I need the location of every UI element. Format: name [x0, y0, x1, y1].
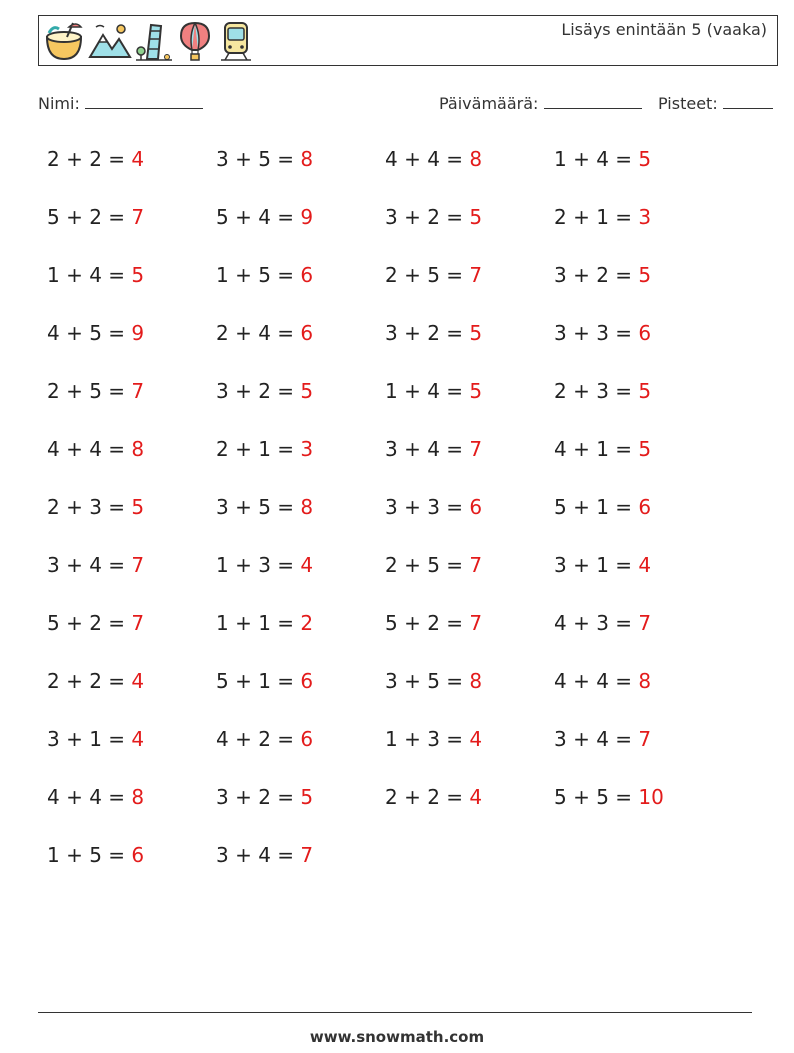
problem-answer: 9: [131, 321, 145, 345]
name-blank[interactable]: [85, 94, 203, 109]
problem-question: 3 + 2 =: [385, 205, 464, 229]
problem-answer: 7: [469, 263, 483, 287]
problem-item: [554, 321, 704, 345]
problem-answer: 6: [300, 321, 314, 345]
problem-question: 3 + 4 =: [385, 437, 464, 461]
problem-question: 3 + 4 =: [47, 553, 126, 577]
problem-item: [216, 843, 366, 867]
footer-url: www.snowmath.com: [309, 1028, 485, 1046]
problem-question: 1 + 3 =: [385, 727, 464, 751]
problem-answer: 3: [300, 437, 314, 461]
problem-item: [554, 553, 704, 577]
problem-answer: 5: [469, 321, 483, 345]
name-field[interactable]: [38, 94, 203, 113]
problem-item: [554, 437, 704, 461]
problem-answer: 7: [131, 611, 145, 635]
problem-answer: 8: [131, 785, 145, 809]
problem-answer: 5: [131, 263, 145, 287]
problem-answer: 5: [469, 205, 483, 229]
problem-answer: 5: [469, 379, 483, 403]
problem-answer: 8: [469, 147, 483, 171]
score-blank[interactable]: [723, 94, 773, 109]
problem-item: [385, 669, 535, 693]
problem-answer: 3: [638, 205, 652, 229]
problem-item: [47, 785, 197, 809]
problem-question: 2 + 1 =: [554, 205, 633, 229]
problem-answer: 9: [300, 205, 314, 229]
coconut-drink-icon: [43, 19, 85, 63]
problem-answer: 7: [469, 553, 483, 577]
problem-question: 3 + 2 =: [216, 785, 295, 809]
tram-icon: [217, 19, 255, 63]
header-icons: [43, 19, 255, 65]
problem-question: 3 + 1 =: [47, 727, 126, 751]
problem-answer: 2: [300, 611, 314, 635]
problem-item: [47, 669, 197, 693]
problem-item: [554, 379, 704, 403]
problem-answer: 6: [300, 669, 314, 693]
problem-question: 4 + 4 =: [385, 147, 464, 171]
problem-question: 2 + 2 =: [47, 147, 126, 171]
problem-question: 3 + 5 =: [385, 669, 464, 693]
problem-question: 5 + 1 =: [216, 669, 295, 693]
problem-answer: 5: [638, 379, 652, 403]
problem-answer: 7: [638, 611, 652, 635]
problem-item: [216, 553, 366, 577]
problem-question: 3 + 3 =: [554, 321, 633, 345]
problem-item: [554, 669, 704, 693]
problem-answer: 5: [638, 263, 652, 287]
problem-question: 3 + 1 =: [554, 553, 633, 577]
problem-item: [216, 611, 366, 635]
problem-item: [554, 611, 704, 635]
problem-question: 2 + 2 =: [385, 785, 464, 809]
problem-item: [385, 785, 535, 809]
date-label: Päivämäärä:: [439, 94, 539, 113]
date-field[interactable]: [439, 94, 642, 113]
problem-question: 5 + 4 =: [216, 205, 295, 229]
problem-question: 2 + 5 =: [385, 553, 464, 577]
problem-question: 1 + 4 =: [554, 147, 633, 171]
mountains-icon: [88, 19, 132, 63]
problem-item: [385, 495, 535, 519]
problem-question: 2 + 4 =: [216, 321, 295, 345]
problem-question: 5 + 1 =: [554, 495, 633, 519]
problem-question: 1 + 1 =: [216, 611, 295, 635]
problem-answer: 4: [131, 727, 145, 751]
problem-item: [554, 727, 704, 751]
problem-question: 4 + 5 =: [47, 321, 126, 345]
problem-item: [216, 669, 366, 693]
problem-question: 2 + 3 =: [47, 495, 126, 519]
date-blank[interactable]: [544, 94, 642, 109]
problem-item: [216, 263, 366, 287]
problem-question: 2 + 1 =: [216, 437, 295, 461]
problem-question: 3 + 5 =: [216, 147, 295, 171]
problem-item: [47, 205, 197, 229]
problem-answer: 5: [638, 147, 652, 171]
problem-question: 3 + 5 =: [216, 495, 295, 519]
problem-answer: 6: [638, 321, 652, 345]
problem-item: [216, 205, 366, 229]
problem-item: [216, 379, 366, 403]
problem-answer: 4: [300, 553, 314, 577]
problem-answer: 6: [638, 495, 652, 519]
problem-answer: 5: [300, 785, 314, 809]
problem-item: [216, 437, 366, 461]
problem-item: [554, 785, 704, 809]
score-field[interactable]: [658, 94, 773, 113]
problem-item: [216, 727, 366, 751]
problem-question: 4 + 3 =: [554, 611, 633, 635]
problem-answer: 7: [131, 553, 145, 577]
problem-item: [47, 263, 197, 287]
problem-question: 1 + 3 =: [216, 553, 295, 577]
problem-question: 2 + 3 =: [554, 379, 633, 403]
problem-item: [47, 727, 197, 751]
problem-answer: 4: [469, 785, 483, 809]
problem-answer: 6: [469, 495, 483, 519]
problem-item: [554, 147, 704, 171]
problem-answer: 4: [469, 727, 483, 751]
problem-answer: 8: [300, 147, 314, 171]
problem-answer: 7: [300, 843, 314, 867]
problem-question: 4 + 4 =: [47, 785, 126, 809]
problem-item: [47, 843, 197, 867]
problem-item: [385, 727, 535, 751]
problem-answer: 6: [300, 263, 314, 287]
problem-answer: 8: [469, 669, 483, 693]
problem-item: [47, 321, 197, 345]
problem-answer: 4: [638, 553, 652, 577]
score-label: Pisteet:: [658, 94, 718, 113]
problem-item: [385, 263, 535, 287]
worksheet-header: [38, 15, 778, 66]
problem-question: 1 + 5 =: [47, 843, 126, 867]
problem-item: [216, 785, 366, 809]
problem-question: 5 + 2 =: [47, 611, 126, 635]
problem-item: [385, 437, 535, 461]
problem-question: 2 + 5 =: [47, 379, 126, 403]
footer-divider: [38, 1012, 752, 1013]
problem-answer: 7: [469, 437, 483, 461]
problem-item: [216, 147, 366, 171]
problem-item: [47, 495, 197, 519]
problem-item: [216, 495, 366, 519]
problem-item: [554, 495, 704, 519]
problem-answer: 7: [131, 205, 145, 229]
problem-item: [47, 611, 197, 635]
problem-answer: 5: [131, 495, 145, 519]
problem-answer: 7: [638, 727, 652, 751]
problem-question: 3 + 4 =: [216, 843, 295, 867]
problem-item: [385, 379, 535, 403]
problem-question: 1 + 5 =: [216, 263, 295, 287]
problem-question: 4 + 4 =: [554, 669, 633, 693]
problem-answer: 4: [131, 147, 145, 171]
problem-item: [554, 205, 704, 229]
problem-item: [216, 321, 366, 345]
problem-question: 3 + 2 =: [216, 379, 295, 403]
problem-item: [47, 379, 197, 403]
problem-answer: 5: [300, 379, 314, 403]
problem-question: 1 + 4 =: [47, 263, 126, 287]
problem-question: 3 + 3 =: [385, 495, 464, 519]
problem-question: 2 + 5 =: [385, 263, 464, 287]
problem-question: 5 + 2 =: [385, 611, 464, 635]
problem-answer: 8: [300, 495, 314, 519]
problem-item: [385, 205, 535, 229]
problem-question: 3 + 2 =: [385, 321, 464, 345]
problem-item: [385, 147, 535, 171]
problem-question: 5 + 2 =: [47, 205, 126, 229]
problem-answer: 7: [131, 379, 145, 403]
name-label: Nimi:: [38, 94, 80, 113]
problem-item: [47, 437, 197, 461]
problem-question: 4 + 4 =: [47, 437, 126, 461]
problem-item: [385, 321, 535, 345]
worksheet-title: Lisäys enintään 5 (vaaka): [561, 20, 767, 39]
problem-answer: 6: [300, 727, 314, 751]
hot-air-balloon-icon: [176, 19, 214, 63]
problem-question: 4 + 2 =: [216, 727, 295, 751]
problem-item: [47, 147, 197, 171]
problem-answer: 8: [131, 437, 145, 461]
leaning-tower-icon: [135, 19, 173, 63]
problem-question: 3 + 2 =: [554, 263, 633, 287]
problem-item: [385, 553, 535, 577]
problem-answer: 7: [469, 611, 483, 635]
problem-item: [47, 553, 197, 577]
problem-question: 5 + 5 =: [554, 785, 633, 809]
problem-item: [554, 263, 704, 287]
problem-answer: 5: [638, 437, 652, 461]
problem-answer: 4: [131, 669, 145, 693]
problem-answer: 6: [131, 843, 145, 867]
problem-answer: 8: [638, 669, 652, 693]
problem-question: 4 + 1 =: [554, 437, 633, 461]
problem-question: 3 + 4 =: [554, 727, 633, 751]
problem-question: 1 + 4 =: [385, 379, 464, 403]
problem-question: 2 + 2 =: [47, 669, 126, 693]
problem-answer: 10: [638, 785, 664, 809]
problem-item: [385, 611, 535, 635]
